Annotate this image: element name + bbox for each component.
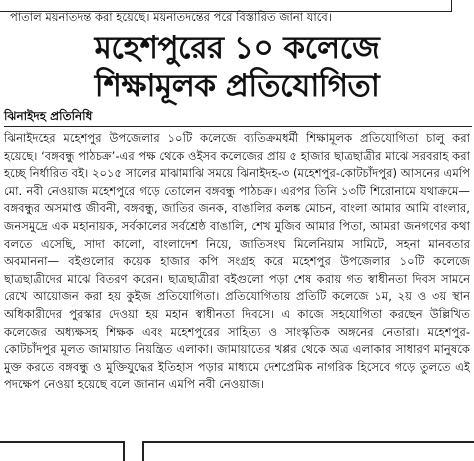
byline-divider [4, 126, 472, 127]
headline-line-2: শিক্ষামূলক প্রতিযোগিতা [94, 68, 380, 104]
article-body [4, 130, 470, 394]
byline: ঝিনাইদহ প্রতিনিধি [4, 109, 93, 123]
next-article-box-right [142, 441, 474, 461]
next-article-box-left [0, 441, 125, 461]
headline-line-1: মহেশপুরের ১০ কলেজে [94, 30, 380, 66]
article-paragraph: ঝিনাইদহের মহেশপুর উপজেলার ১০টি কলেজে ব্যতিক্রমধর্মী শিক্ষামূলক প্রতিযোগিতা চালু করা হয়েছে। ‘বঙ্গবন্ধু পাঠচক্র’-এর পক্ষ থেকে ওইসব কলেজের প্রায় ৫ হাজার ছাত্রছাত্রীর মাঝে সরবরাহ করা হচ্ছে নির্ধারিত বই। ২০১৫ সালের মাঝামাঝি সময়ে ঝিনাইদহ-৩ (মহেশপুর-কোটচাঁদপুর) আসনের এমপি মো. নবী নেওয়াজ মহেশপুরে গড়ে তোলেন বঙ্গবন্ধু পাঠচক্র। এরপর তিনি ১৩টি শিরোনামে যথাক্রমে— বঙ্গবন্ধুর অসমাপ্ত জীবনী, বঙ্গবন্ধু, জাতির জনক, বাঙালির কলঙ্ক মোচন, বাংলা আমার আমি বাংলার, জনসমুদ্রে এক মহানায়ক, সর্বকালের সর্বশ্রেষ্ঠ বাঙালি, শেখ মুজিব আমার পিতা, আমরা জনগণের কথা বলতে এসেছি, সাদা কালো, বাংলাদেশ নিয়ে, জাতিসংঘ মিলেনিয়াম সামিটে, সহনা মানবতার অবমাননা— বইগুলোর কয়েক হাজার কপি সংগ্রহ করে মহেশপুর উপজেলার ১০টি কলেজে ছাত্রছাত্রীদের মাঝে বিতরণ করেন। ছাত্রছাত্রীরা বইগুলো পড়া শেষ করায় গত স্বাধীনতা দিবস সামনে রেখে আয়োজন করা হয় কুইজ প্রতিযোগিতা। প্রতিযোগিতায় প্রতিটি কলেজে ১ম, ২য় ও ৩য় স্থান অধিকারীদের পুরস্কার দেওয়া হয় মহান স্বাধীনতা দিবসে। এ কাজে সহযোগিতা করছেন উল্লিখিত কলেজের অধ্যক্ষসহ শিক্ষক এবং মহেশপুরের সাহিত্য ও সাংস্কৃতিক অঙ্গনের নেতারা। মহেশপুর-কোটচাঁদপুর মূলত জামায়াত নিয়ন্ত্রিত এলাকা। জামায়াতের খপ্পর থেকে অত্র এলাকার সাধারণ মানুষকে মুক্ত করতে বঙ্গবন্ধু ও মুক্তিযুদ্ধের ইতিহাস পড়ার মাধ্যমে দেশপ্রেমিক নাগরিক হিসেবে গড়ে তুলতে এই পদক্ষেপ নেওয়া হয়েছে বলে জানান এমপি নবী নেওয়াজ। [4, 131, 470, 392]
previous-article-snippet: পাতাল ময়নাতদন্ত করা হয়েছে। ময়নাতদন্তের পরে বিস্তারিত জানা যাবে। [10, 10, 332, 24]
